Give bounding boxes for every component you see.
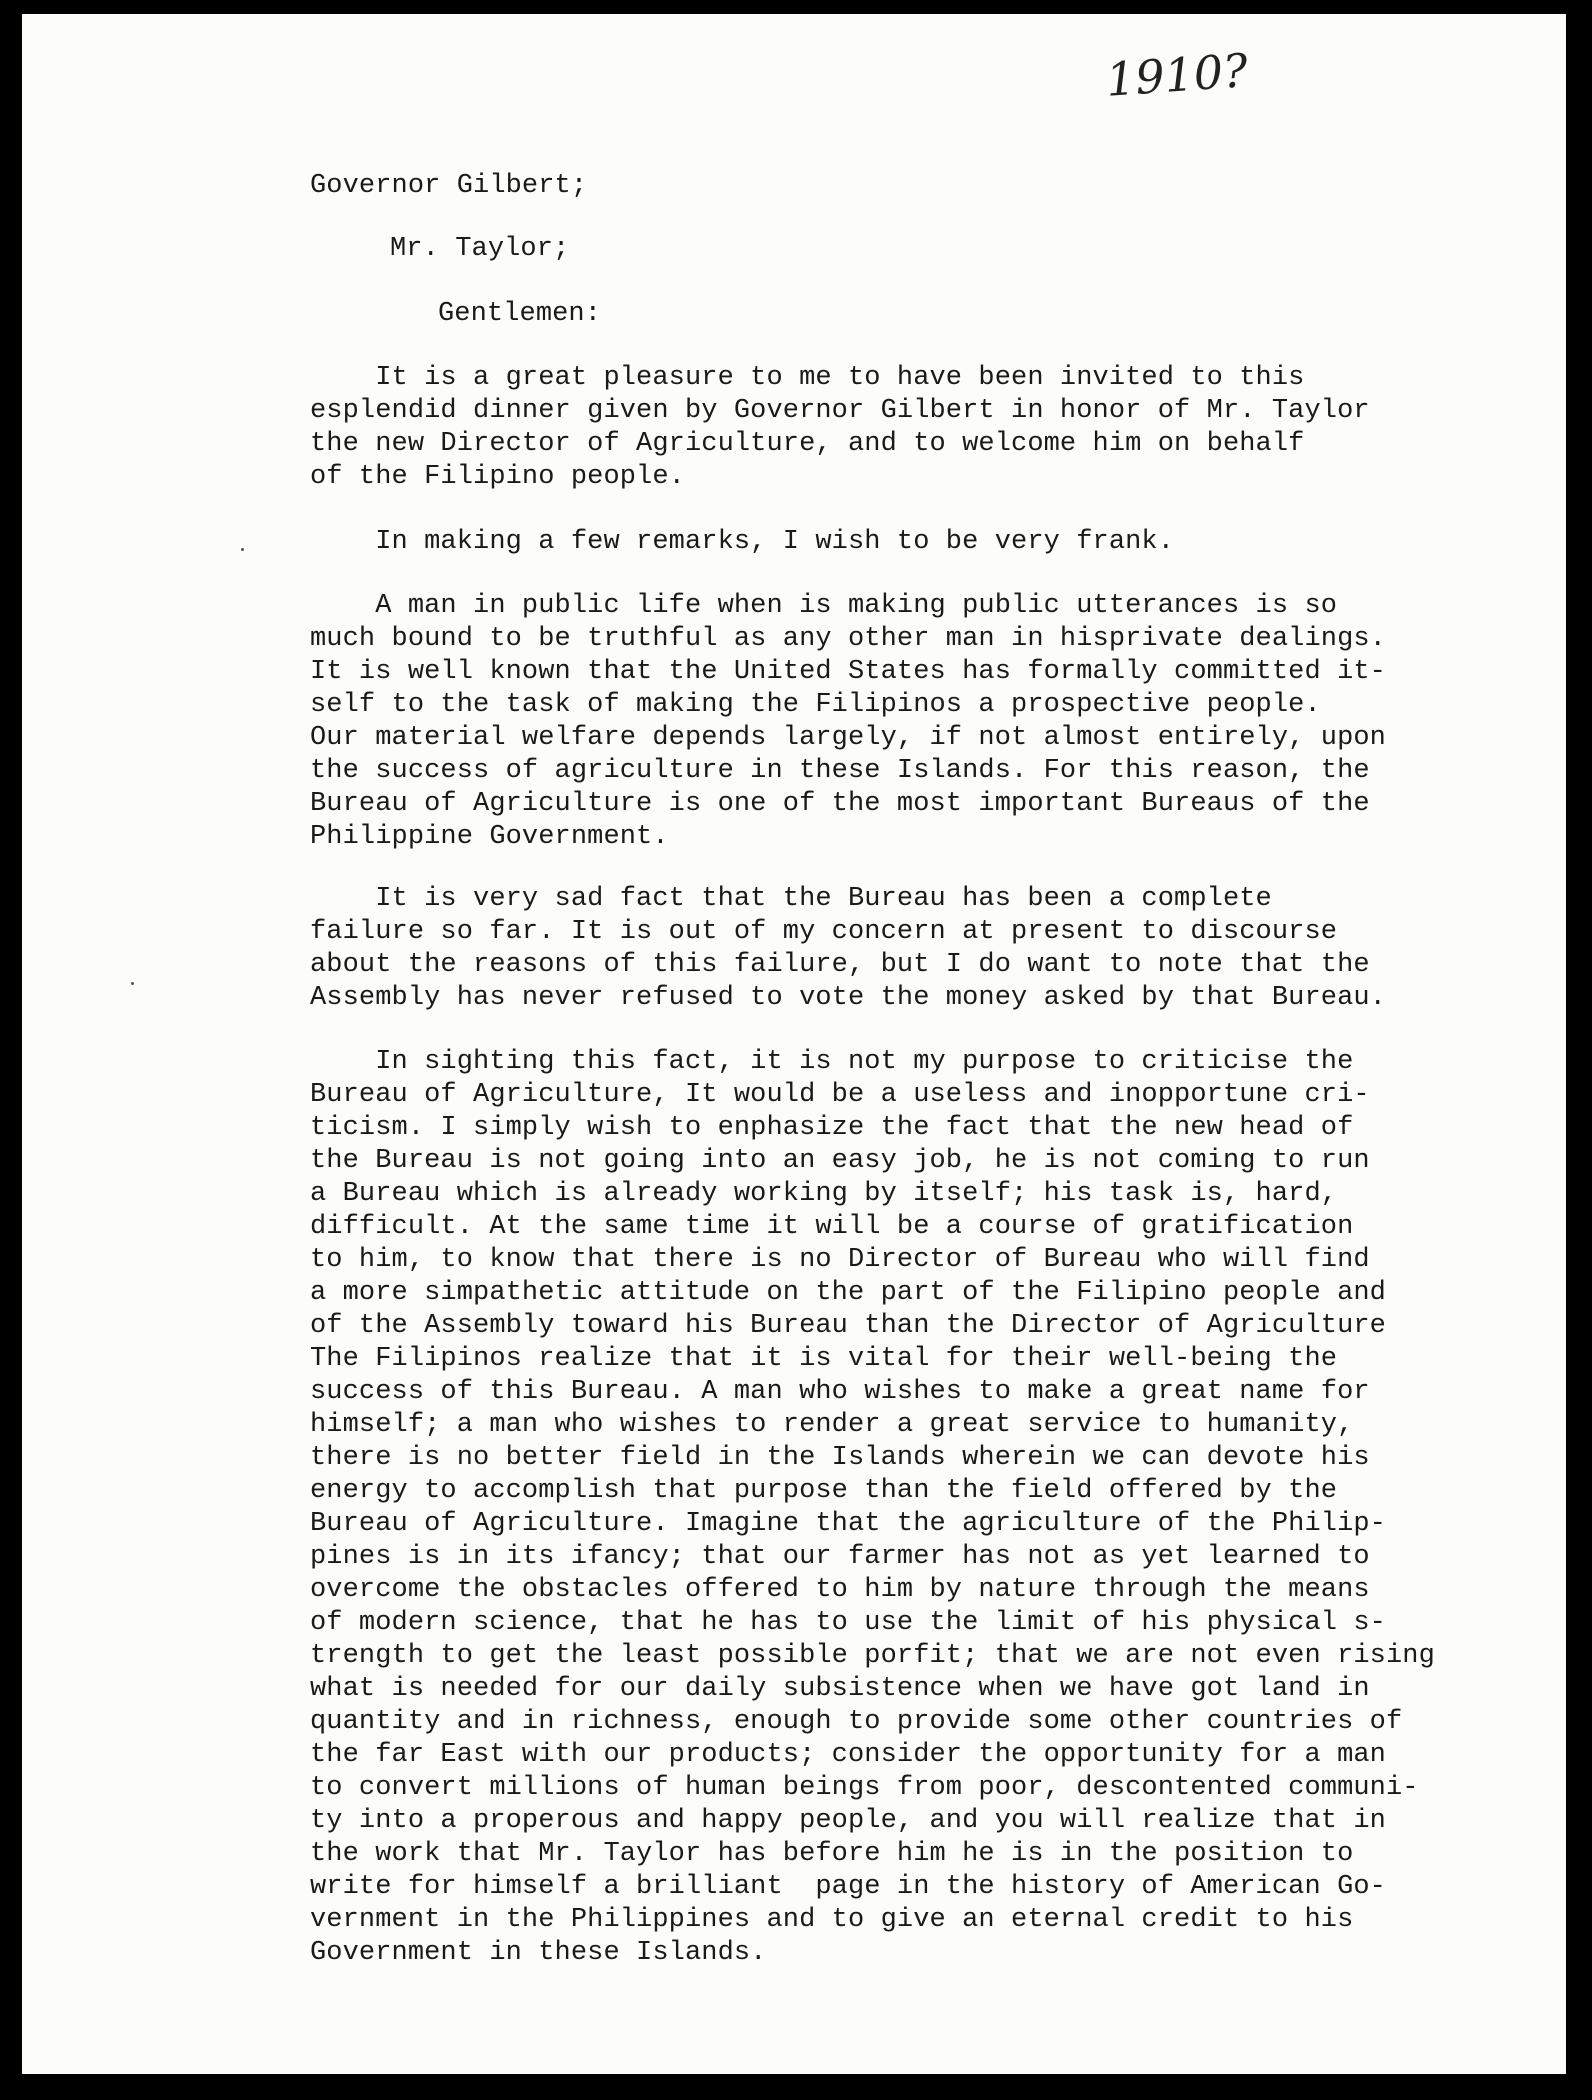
paragraph-line: to him, to know that there is no Director of Bureau who will find <box>310 1245 1370 1275</box>
paragraph-line: of the Filipino people. <box>310 462 685 492</box>
paragraph-line: trength to get the least possible porfit; that we are not even rising <box>310 1641 1435 1671</box>
paragraph-line: write for himself a brilliant page in the history of American Go- <box>310 1872 1386 1902</box>
paragraph-line: Bureau of Agriculture is one of the most important Bureaus of the <box>310 789 1370 819</box>
paragraph-line: what is needed for our daily subsistence when we have got land in <box>310 1674 1370 1704</box>
salutation-gentlemen: Gentlemen: <box>438 299 602 329</box>
paragraph-line: Government in these Islands. <box>310 1938 767 1968</box>
paragraph-line: of the Assembly toward his Bureau than the Director of Agriculture <box>310 1311 1386 1341</box>
paragraph-line: The Filipinos realize that it is vital for their well-being the <box>310 1344 1338 1374</box>
paragraph-line: It is a great pleasure to me to have been invited to this <box>310 363 1305 393</box>
paragraph-line: ticism. I simply wish to enphasize the fact that the new head of <box>310 1113 1354 1143</box>
paragraph-line: Our material welfare depends largely, if not almost entirely, upon <box>310 723 1386 753</box>
salutation-governor: Governor Gilbert; <box>310 171 588 201</box>
paragraph-line: a more simpathetic attitude on the part of the Filipino people and <box>310 1278 1386 1308</box>
paragraph-line: Bureau of Agriculture. Imagine that the agriculture of the Philip- <box>310 1509 1386 1539</box>
paragraph-line: In sighting this fact, it is not my purpose to criticise the <box>310 1047 1354 1077</box>
paragraph-line: difficult. At the same time it will be a course of gratification <box>310 1212 1354 1242</box>
paragraph-line: Philippine Government. <box>310 822 669 852</box>
paragraph-line: Bureau of Agriculture, It would be a useless and inopportune cri- <box>310 1080 1370 1110</box>
paragraph-line: to convert millions of human beings from poor, descontented communi- <box>310 1773 1419 1803</box>
paragraph-line: It is well known that the United States has formally committed it- <box>310 657 1386 687</box>
paragraph-line: Assembly has never refused to vote the money asked by that Bureau. <box>310 983 1386 1013</box>
paragraph-line: there is no better field in the Islands wherein we can devote his <box>310 1443 1370 1473</box>
paragraph-line: of modern science, that he has to use the limit of his physical s- <box>310 1608 1386 1638</box>
handwritten-year-note: 1910? <box>1104 43 1250 107</box>
paragraph-line: ty into a properous and happy people, and you will realize that in <box>310 1806 1386 1836</box>
paragraph-line: pines is in its ifancy; that our farmer has not as yet learned to <box>310 1542 1370 1572</box>
paragraph-line: overcome the obstacles offered to him by nature through the means <box>310 1575 1370 1605</box>
paragraph-line: about the reasons of this failure, but I do want to note that the <box>310 950 1370 980</box>
scan-speck <box>241 548 244 551</box>
paragraph-line: success of this Bureau. A man who wishes to make a great name for <box>310 1377 1370 1407</box>
paragraph-line: esplendid dinner given by Governor Gilbert in honor of Mr. Taylor <box>310 396 1370 426</box>
paragraph-line: much bound to be truthful as any other man in hisprivate dealings. <box>310 624 1386 654</box>
paragraph-line: himself; a man who wishes to render a great service to humanity, <box>310 1410 1354 1440</box>
paragraph-line: the success of agriculture in these Islands. For this reason, the <box>310 756 1370 786</box>
paragraph-line: quantity and in richness, enough to provide some other countries of <box>310 1707 1403 1737</box>
paragraph-line: A man in public life when is making public utterances is so <box>310 591 1338 621</box>
paragraph-line: the Bureau is not going into an easy job, he is not coming to run <box>310 1146 1370 1176</box>
paragraph-line: failure so far. It is out of my concern at present to discourse <box>310 917 1338 947</box>
paragraph-line: the new Director of Agriculture, and to welcome him on behalf <box>310 429 1305 459</box>
paragraph-line: energy to accomplish that purpose than the field offered by the <box>310 1476 1338 1506</box>
paragraph-line: vernment in the Philippines and to give an eternal credit to his <box>310 1905 1354 1935</box>
paragraph-line: a Bureau which is already working by itself; his task is, hard, <box>310 1179 1338 1209</box>
paragraph-line: the far East with our products; consider the opportunity for a man <box>310 1740 1386 1770</box>
paragraph-line: self to the task of making the Filipinos a prospective people. <box>310 690 1321 720</box>
paragraph-line: It is very sad fact that the Bureau has been a complete <box>310 884 1272 914</box>
salutation-taylor: Mr. Taylor; <box>390 234 570 264</box>
paragraph-line: the work that Mr. Taylor has before him he is in the position to <box>310 1839 1354 1869</box>
paragraph-line: In making a few remarks, I wish to be very frank. <box>310 527 1175 557</box>
scan-speck <box>131 982 134 985</box>
